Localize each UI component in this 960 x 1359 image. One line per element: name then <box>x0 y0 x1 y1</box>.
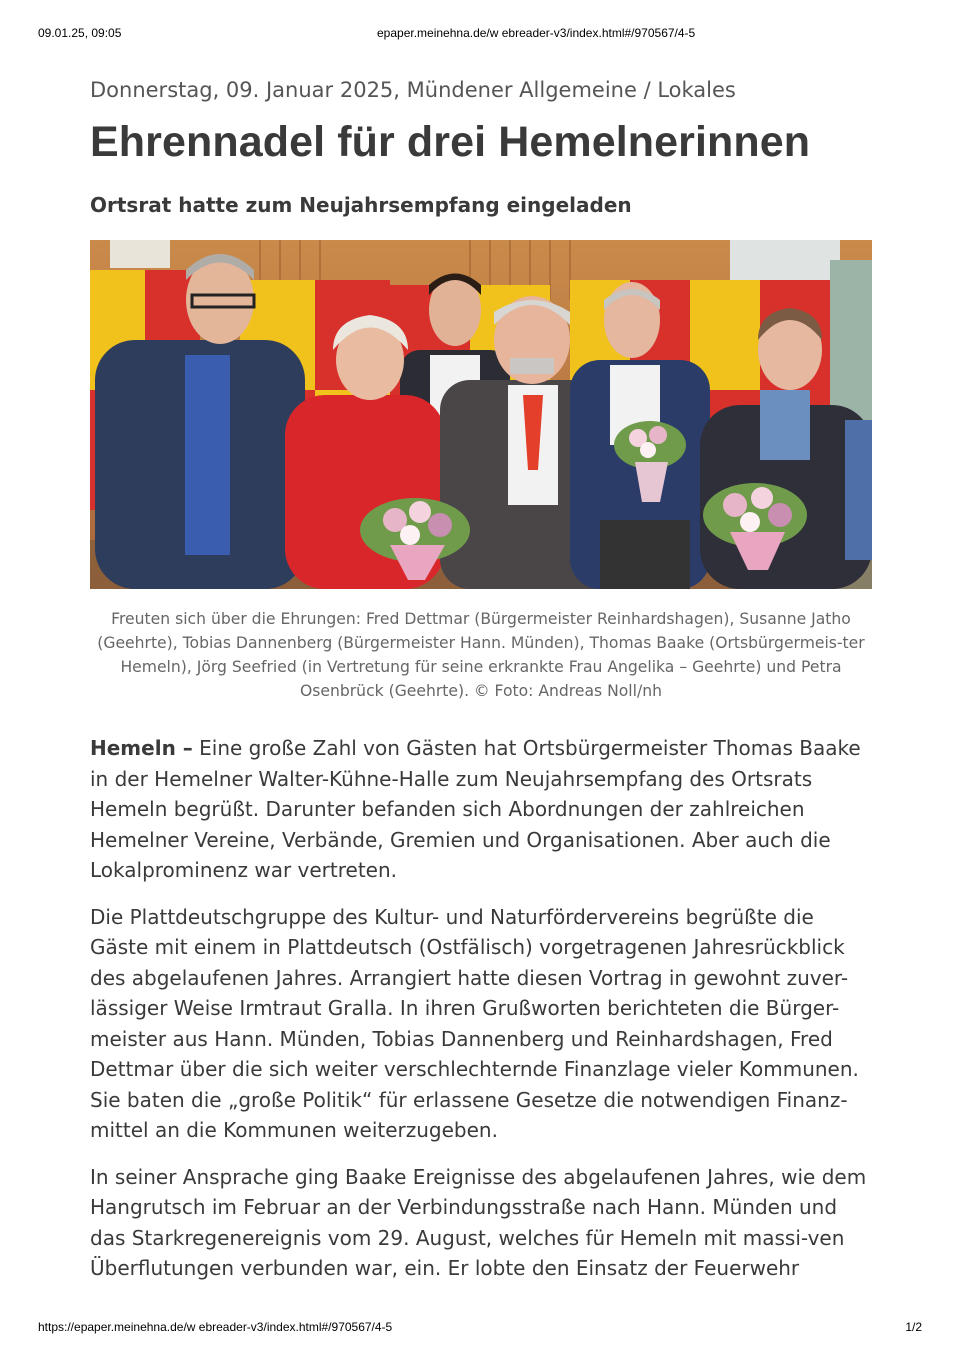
headline: Ehrennadel für drei Hemelnerinnen <box>90 118 811 166</box>
print-footer <box>38 1320 922 1336</box>
paragraph-1-text: Eine große Zahl von Gästen hat Ortsbürgermeister Thomas Baake in der Hemelner Walter-Kühne-Halle zum Neujahrsempfang des Ortsrats Hemeln begrüßt. Darunter befanden sich Abordnungen der zahlreichen Hemelner Vereine, Verbände, Gremien und Organisationen. Aber auch die Lokalprominenz war vertreten. <box>90 736 861 882</box>
subheadline: Ortsrat hatte zum Neujahrsempfang eingeladen <box>90 193 632 217</box>
paragraph-2: Die Plattdeutschgruppe des Kultur- und Naturfördervereins begrüßte die Gäste mit einem in Plattdeutsch (Ostfälisch) vorgetragenen Jahresrückblick des abgelaufenen Jahres. Arrangiert hatte diesen Vortrag in gewohnt zuver-lässiger Weise Irmtraut Gralla. In ihren Grußworten berichteten die Bürger-meister aus Hann. Münden, Tobias Dannenberg und Reinhardshagen, Fred Dettmar über die sich weiter verschlechternde Finanzlage vieler Kommunen. Sie baten die „große Politik“ für erlassene Gesetze die notwendigen Finanz-mittel an die Kommunen weiterzugeben. <box>90 904 859 1142</box>
paragraph-1 <box>90 733 872 886</box>
print-datetime: 09.01.25, 09:05 <box>38 26 122 40</box>
article-photo <box>90 240 872 589</box>
print-header <box>38 26 922 42</box>
paragraph-3: In seiner Ansprache ging Baake Ereignisse des abgelaufenen Jahres, wie dem Hangrutsch im Februar an der Verbindungsstraße nach Hann. Münden und das Starkregenereignis vom 29. August, welches für Hemeln mit massi-ven Überflutungen verbunden war, ein. Er lobte den Einsatz der Feuerwehr <box>90 1164 867 1280</box>
footer-url: https://epaper.meinehna.de/w ebreader-v3/index.html#/970567/4-5 <box>38 1320 393 1334</box>
page-number: 1/2 <box>905 1320 922 1334</box>
article <box>90 72 872 1284</box>
print-url: epaper.meinehna.de/w ebreader-v3/index.html#/970567/4-5 <box>377 26 696 40</box>
lead-label: Hemeln – <box>90 736 193 760</box>
photo-caption: Freuten sich über die Ehrungen: Fred Dettmar (Bürgermeister Reinhardshagen), Susanne Jatho (Geehrte), Tobias Dannenberg (Bürgermeister Hann. Münden), Thomas Baake (Ortsbürgermeis-ter Hemeln), Jörg Seefried (in Vertretung für seine erkrankte Frau Angelika – Geehrte) und Petra Osenbrück (Geehrte). © Foto: Andreas Noll/nh <box>97 610 865 700</box>
dateline: Donnerstag, 09. Januar 2025, Mündener Allgemeine / Lokales <box>90 78 736 102</box>
